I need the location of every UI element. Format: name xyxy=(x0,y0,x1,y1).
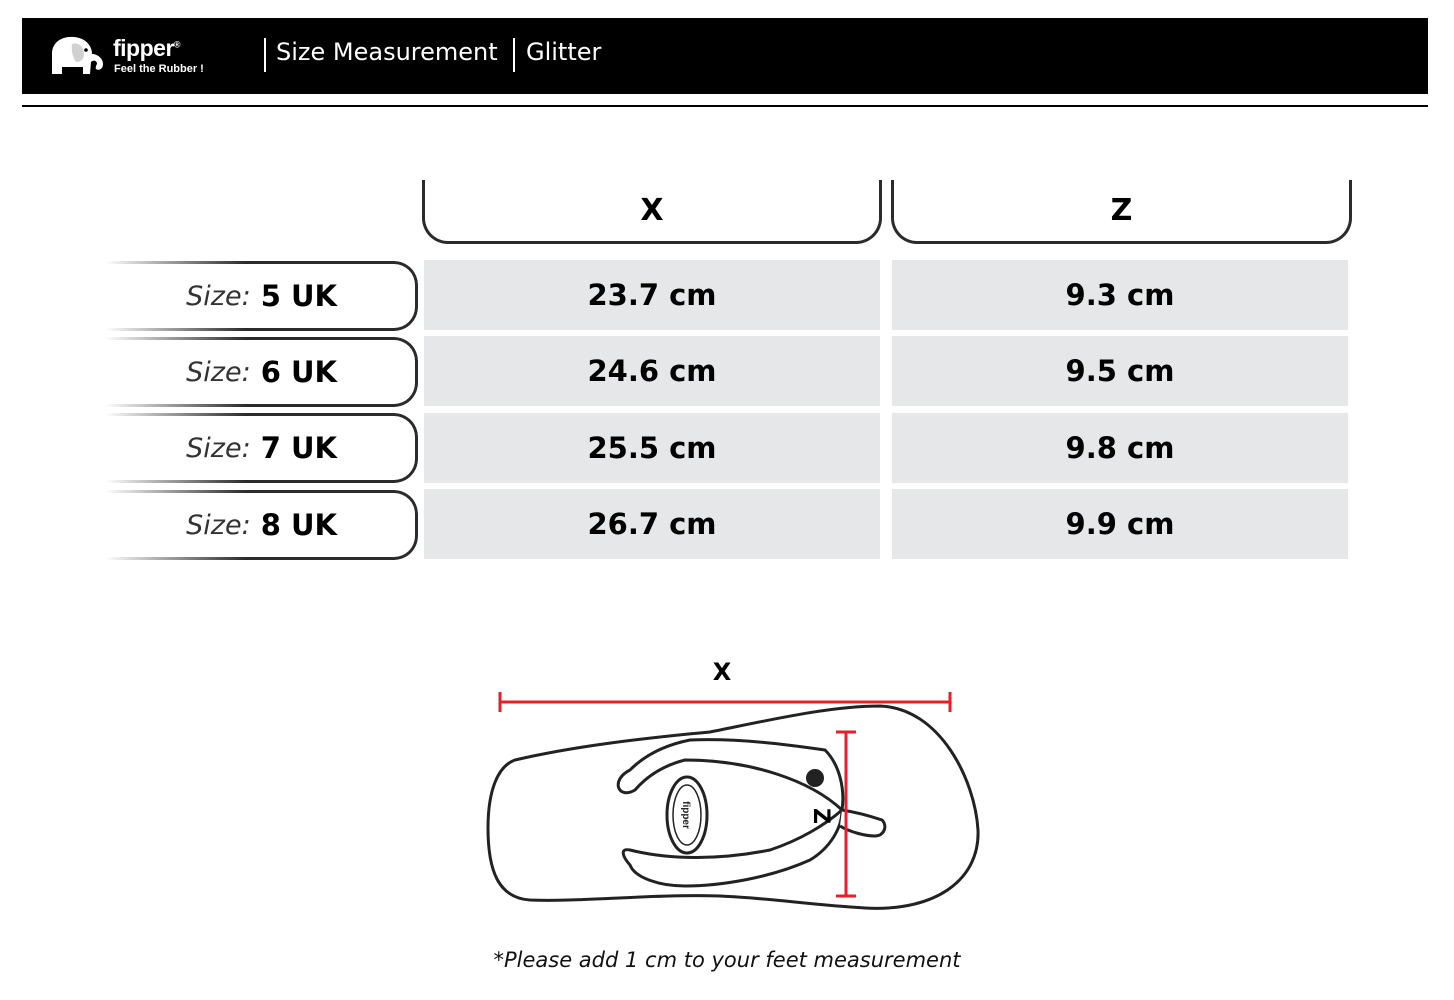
cell-x: 25.5 cm xyxy=(424,413,880,483)
cell-z: 9.3 cm xyxy=(892,260,1348,330)
footnote: *Please add 1 cm to your feet measurement xyxy=(493,948,961,972)
flip-flop-diagram xyxy=(470,650,1000,930)
size-prefix: Size: xyxy=(186,432,251,464)
cell-z: 9.8 cm xyxy=(892,413,1348,483)
column-header-z: Z xyxy=(891,180,1352,244)
row-label xyxy=(105,413,337,483)
size-prefix: Size: xyxy=(186,356,251,388)
diagram-z-label: Z xyxy=(808,808,833,824)
header-divider xyxy=(22,105,1428,107)
size-prefix: Size: xyxy=(186,280,251,312)
breadcrumb-separator xyxy=(513,38,515,72)
size-value: 5 UK xyxy=(260,279,337,313)
breadcrumb-item-size-measurement[interactable]: Size Measurement xyxy=(276,38,498,66)
brand-logo[interactable] xyxy=(48,34,208,78)
row-label xyxy=(105,261,337,331)
size-value: 6 UK xyxy=(260,355,337,389)
cell-x: 26.7 cm xyxy=(424,489,880,559)
flip-flop-outline xyxy=(470,650,1000,930)
diagram-x-label: X xyxy=(712,658,732,686)
cell-z: 9.9 cm xyxy=(892,489,1348,559)
sole-logo-text: fipper xyxy=(680,801,691,829)
strap-logo-icon xyxy=(806,769,824,787)
size-value: 7 UK xyxy=(260,431,337,465)
brand-name: fipper® xyxy=(113,35,181,61)
breadcrumb-item-glitter[interactable]: Glitter xyxy=(526,38,602,66)
size-prefix: Size: xyxy=(186,509,251,541)
cell-z: 9.5 cm xyxy=(892,336,1348,406)
header-bar xyxy=(22,18,1428,94)
cell-x: 24.6 cm xyxy=(424,336,880,406)
x-dimension-line xyxy=(500,692,950,712)
column-header-x: X xyxy=(422,180,882,244)
cell-x: 23.7 cm xyxy=(424,260,880,330)
elephant-icon xyxy=(48,34,108,78)
breadcrumb-separator xyxy=(264,38,266,72)
row-label xyxy=(105,490,337,560)
brand-tagline: Feel the Rubber ! xyxy=(114,63,204,75)
size-value: 8 UK xyxy=(260,508,337,542)
row-label xyxy=(105,337,337,407)
